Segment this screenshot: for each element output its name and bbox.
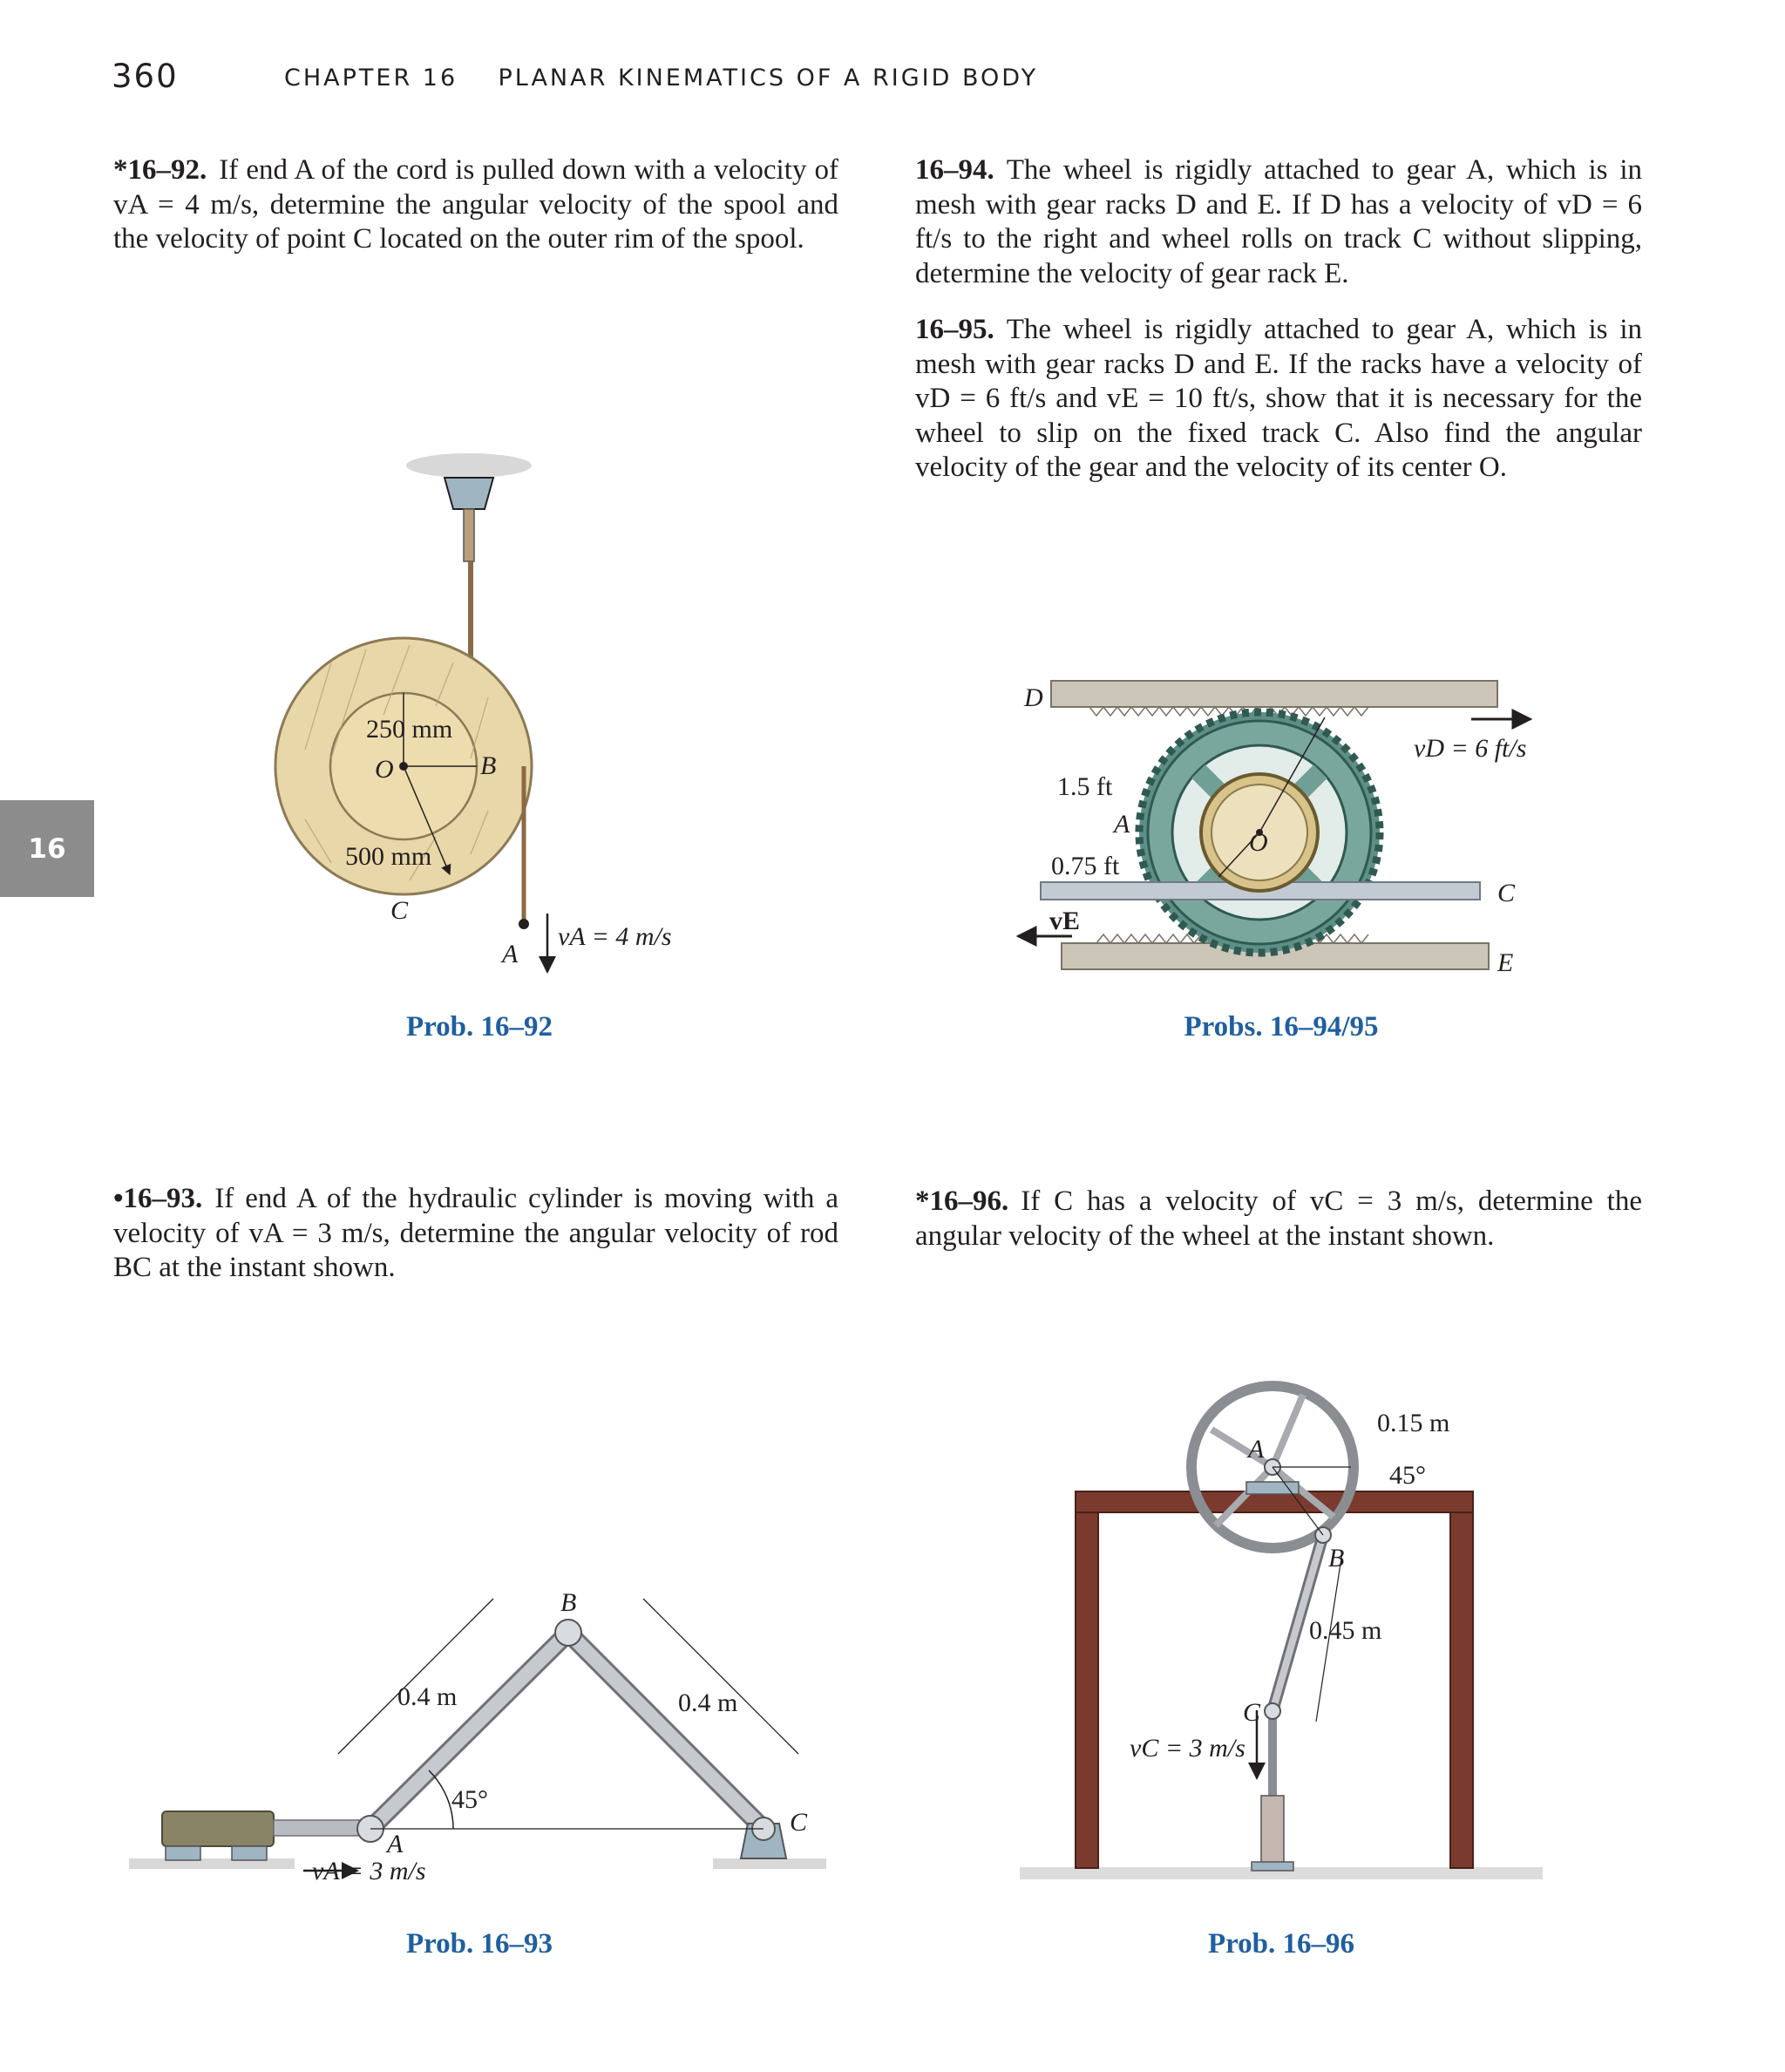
pin-B — [555, 1620, 581, 1646]
figure-hydraulic-linkage — [129, 1588, 826, 1885]
label-C: C — [790, 1808, 808, 1837]
label-A: A — [502, 940, 519, 968]
problem-text: If end A of the hydraulic cylinder is moving with a velocity of vA = 3 m/s, determine the angular velocity of rod BC at the instant shown. — [113, 1183, 838, 1283]
caption-16-94-95: Probs. 16–94/95 — [1184, 1011, 1379, 1043]
label-A: A — [1248, 1435, 1265, 1464]
label-500mm: 500 mm — [345, 842, 432, 871]
label-0-75ft: 0.75 ft — [1051, 852, 1120, 880]
label-B: B — [480, 751, 497, 780]
problem-number: *16–92. — [113, 154, 207, 186]
rack-D — [1051, 681, 1497, 707]
label-A: A — [387, 1830, 404, 1858]
caption-16-92: Prob. 16–92 — [405, 1011, 553, 1043]
label-C: C — [1243, 1698, 1261, 1727]
hanger-bracket — [445, 478, 493, 509]
hydraulic-cylinder — [162, 1811, 274, 1846]
caption-16-96: Prob. 16–96 — [1207, 1928, 1355, 1960]
problem-text: The wheel is rigidly attached to gear A, which is in mesh with gear racks D and E. If the racks have a velocity of vD = 6 ft/s and vE = 10 ft/s, show that it is necessary for the wheel to slip on the fixed track C. Also find the angular velocity of the gear and the velocity of its center O. — [915, 314, 1642, 483]
center-point-O — [399, 762, 408, 771]
label-O: O — [1249, 828, 1268, 857]
ground-left — [129, 1858, 295, 1869]
figure-gear-racks — [1018, 681, 1530, 977]
problem-text: If end A of the cord is pulled down with a velocity of vA = 4 m/s, determine the angular velocity of the spool and the velocity of point C located on the outer rim of the spool. — [113, 154, 838, 255]
figure-spool — [275, 453, 672, 972]
label-vA: vA = 3 m/s — [312, 1857, 426, 1885]
label-B: B — [560, 1588, 577, 1617]
label-BC-length: 0.4 m — [678, 1688, 738, 1717]
label-vC: vC = 3 m/s — [1130, 1734, 1245, 1763]
label-B: B — [1328, 1544, 1345, 1573]
label-0-45m: 0.45 m — [1309, 1616, 1382, 1645]
label-45-degree: 45° — [1389, 1461, 1426, 1490]
label-1-5ft: 1.5 ft — [1057, 772, 1113, 801]
piston-rod — [274, 1820, 370, 1836]
ceiling-support — [406, 453, 532, 478]
problem-number: 16–94. — [915, 154, 994, 186]
figure-wheel-frame — [1020, 1386, 1543, 1879]
chapter-label: CHAPTER 16 — [284, 65, 458, 92]
pin-C — [1265, 1703, 1280, 1719]
problem-number: *16–96. — [915, 1185, 1009, 1217]
label-E: E — [1497, 948, 1514, 977]
label-45-degree: 45° — [451, 1785, 488, 1814]
frame-right-post — [1450, 1491, 1473, 1868]
page-number: 360 — [112, 58, 179, 95]
label-250mm: 250 mm — [366, 715, 453, 744]
chapter-title: PLANAR KINEMATICS OF A RIGID BODY — [498, 65, 1039, 92]
ground-right — [713, 1858, 826, 1869]
label-D: D — [1024, 683, 1043, 712]
label-A: A — [1114, 810, 1130, 839]
label-AB-length: 0.4 m — [397, 1682, 458, 1711]
guide-cylinder — [1261, 1796, 1284, 1867]
problem-number: 16–95. — [915, 314, 994, 345]
label-O: O — [375, 755, 394, 784]
label-C: C — [390, 896, 409, 925]
label-C: C — [1497, 879, 1516, 907]
problem-number: •16–93. — [113, 1183, 203, 1214]
label-0-15m: 0.15 m — [1377, 1409, 1450, 1437]
label-vA: vA = 4 m/s — [558, 922, 672, 951]
label-vD: vD = 6 ft/s — [1414, 734, 1527, 763]
frame-left-post — [1076, 1491, 1098, 1868]
caption-16-93: Prob. 16–93 — [405, 1928, 553, 1960]
label-vE: vE — [1049, 907, 1081, 935]
problem-text: The wheel is rigidly attached to gear A, which is in mesh with gear racks D and E. If D has a velocity of vD = 6 ft/s to the right and wheel rolls on track C without slipping, determine the velocity of gear rack E. — [915, 154, 1642, 289]
chapter-side-tab: 16 — [0, 800, 94, 897]
problem-text: If C has a velocity of vC = 3 m/s, determine the angular velocity of the wheel at the instant shown. — [915, 1185, 1642, 1252]
